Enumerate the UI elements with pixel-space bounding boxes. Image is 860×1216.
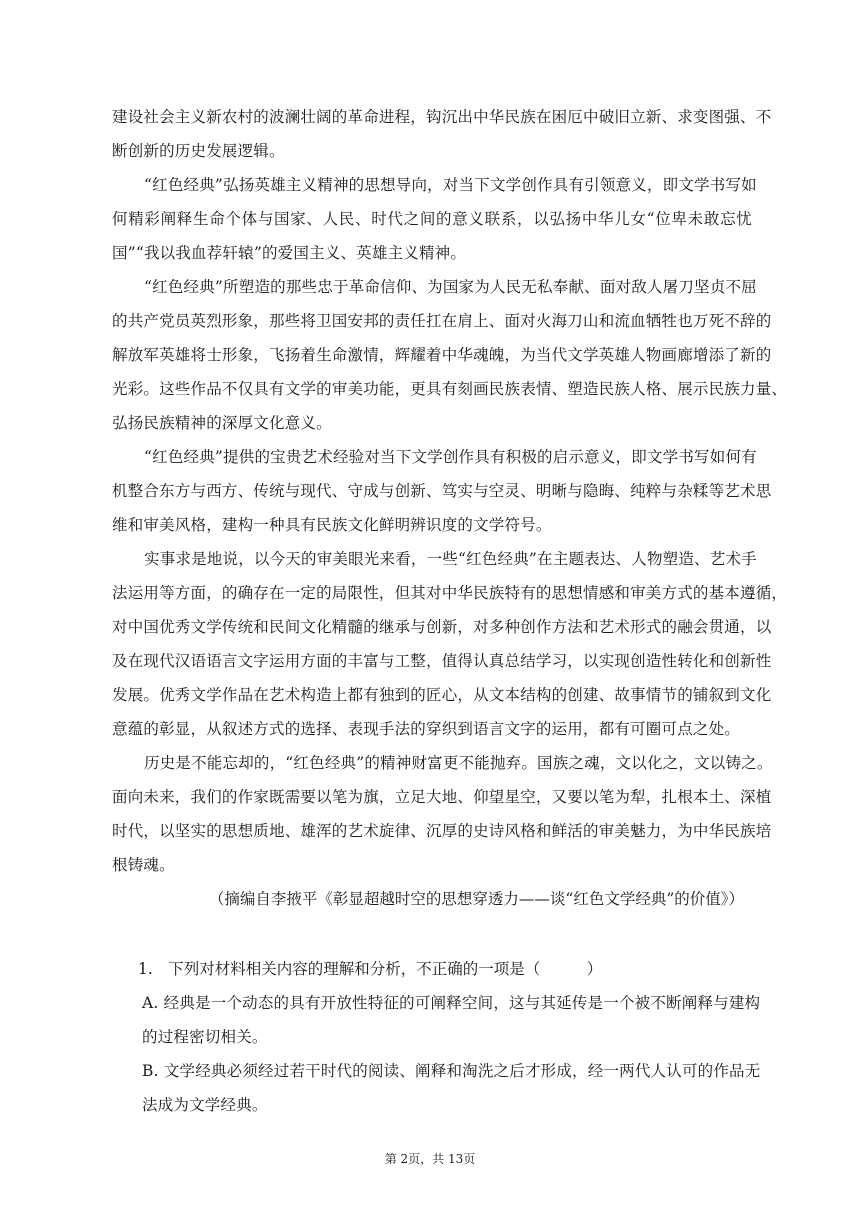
option-line: 的过程密切相关。 (142, 1028, 268, 1046)
article-body (112, 100, 788, 1122)
article-paragraphs (112, 100, 788, 882)
source-citation: （摘编自李掖平《彰显超越时空的思想穿透力——谈“红色文学经典”的价值》） (208, 890, 744, 908)
option-line: B. 文学经典必须经过若干时代的阅读、阐释和淘洗之后才形成，经一两代人认可的作品无 (142, 1062, 761, 1080)
paragraph-line: 面向未来，我们的作家既需要以笔为旗，立足大地、仰望星空，又要以笔为犁，扎根本土、深植 (112, 788, 772, 806)
question-options (112, 986, 761, 1122)
paragraph-line: 及在现代汉语语言文字运用方面的丰富与工整，值得认真总结学习，以实现创造性转化和创新性 (112, 652, 772, 670)
paragraph-line: “红色经典”所塑造的那些忠于革命信仰、为国家为人民无私奉献、面对敌人屠刀坚贞不屈 (144, 278, 757, 296)
paragraph-line: 何精彩阐释生命个体与国家、人民、时代之间的意义联系，以弘扬中华儿女“位卑未敢忘忧 (112, 210, 752, 228)
paragraph-line: 建设社会主义新农村的波澜壮阔的革命进程，钩沉出中华民族在困厄中破旧立新、求变图强、不 (112, 108, 772, 126)
paragraph-line: 意蕴的彰显，从叙述方式的选择、表现手法的穿织到语言文字的运用，都有可圈可点之处。 (112, 720, 741, 738)
paragraph-line: “红色经典”弘扬英雄主义精神的思想导向，对当下文学创作具有引领意义，即文学书写如 (144, 176, 757, 194)
option-line: A. 经典是一个动态的具有开放性特征的可阐释空间，这与其延传是一个被不断阐释与建构 (142, 994, 761, 1012)
paragraph-line: 光彩。这些作品不仅具有文学的审美功能，更具有刻画民族表情、塑造民族人格、展示民族力量、 (112, 380, 788, 398)
paragraph-line: 断创新的历史发展逻辑。 (112, 142, 285, 160)
paragraph-line: 历史是不能忘却的，“红色经典”的精神财富更不能抛弃。国族之魂，文以化之，文以铸之。 (144, 754, 773, 772)
paragraph-line: 解放军英雄将士形象，飞扬着生命激情，辉耀着中华魂魄，为当代文学英雄人物画廊增添了新的 (112, 346, 772, 364)
paragraph-line: 对中国优秀文学传统和民间文化精髓的继承与创新，对多种创作方法和艺术形式的融会贯通，以 (112, 618, 772, 636)
paragraph-line: 实事求是地说，以今天的审美眼光来看，一些“红色经典”在主题表达、人物塑造、艺术手 (144, 550, 757, 568)
paragraph-line: 发展。优秀文学作品在艺术构造上都有独到的匠心，从文本结构的创建、故事情节的铺叙到文化 (112, 686, 772, 704)
paragraph-line: 根铸魂。 (112, 856, 175, 874)
paragraph-line: 国”“我以我血荐轩辕”的爱国主义、英雄主义精神。 (112, 244, 467, 262)
paragraph (112, 270, 788, 440)
paragraph (112, 168, 757, 270)
question-stem: 1. 下列对材料相关内容的理解和分析，不正确的一项是（ ） (138, 960, 603, 978)
paragraph (112, 100, 772, 168)
option-line: 法成为文学经典。 (142, 1096, 268, 1114)
paragraph-line: 时代，以坚实的思想质地、雄浑的艺术旋律、沉厚的史诗风格和鲜活的审美魅力，为中华民族培 (112, 822, 772, 840)
paragraph-line: 维和审美风格，建构一种具有民族文化鲜明辨识度的文学符号。 (112, 516, 552, 534)
paragraph-line: 的共产党员英烈形象，那些将卫国安邦的责任扛在肩上、面对火海刀山和流血牺牲也万死不辞的 (112, 312, 772, 330)
paragraph-line: 弘扬民族精神的深厚文化意义。 (112, 414, 332, 432)
question-1 (112, 952, 761, 1122)
paragraph-line: 机整合东方与西方、传统与现代、守成与创新、笃实与空灵、明晰与隐晦、纯粹与杂糅等艺术思 (112, 482, 772, 500)
paragraph-line: 法运用等方面，的确存在一定的局限性，但其对中华民族特有的思想情感和审美方式的基本遵循， (112, 584, 788, 602)
paragraph (112, 746, 773, 882)
answer-option (112, 1054, 761, 1122)
paragraph (112, 542, 788, 746)
page-footer: 第 2页，共 13页 (384, 1152, 476, 1166)
answer-option (112, 986, 761, 1054)
paragraph-line: “红色经典”提供的宝贵艺术经验对当下文学创作具有积极的启示意义，即文学书写如何有 (144, 448, 757, 466)
paragraph (112, 440, 772, 542)
